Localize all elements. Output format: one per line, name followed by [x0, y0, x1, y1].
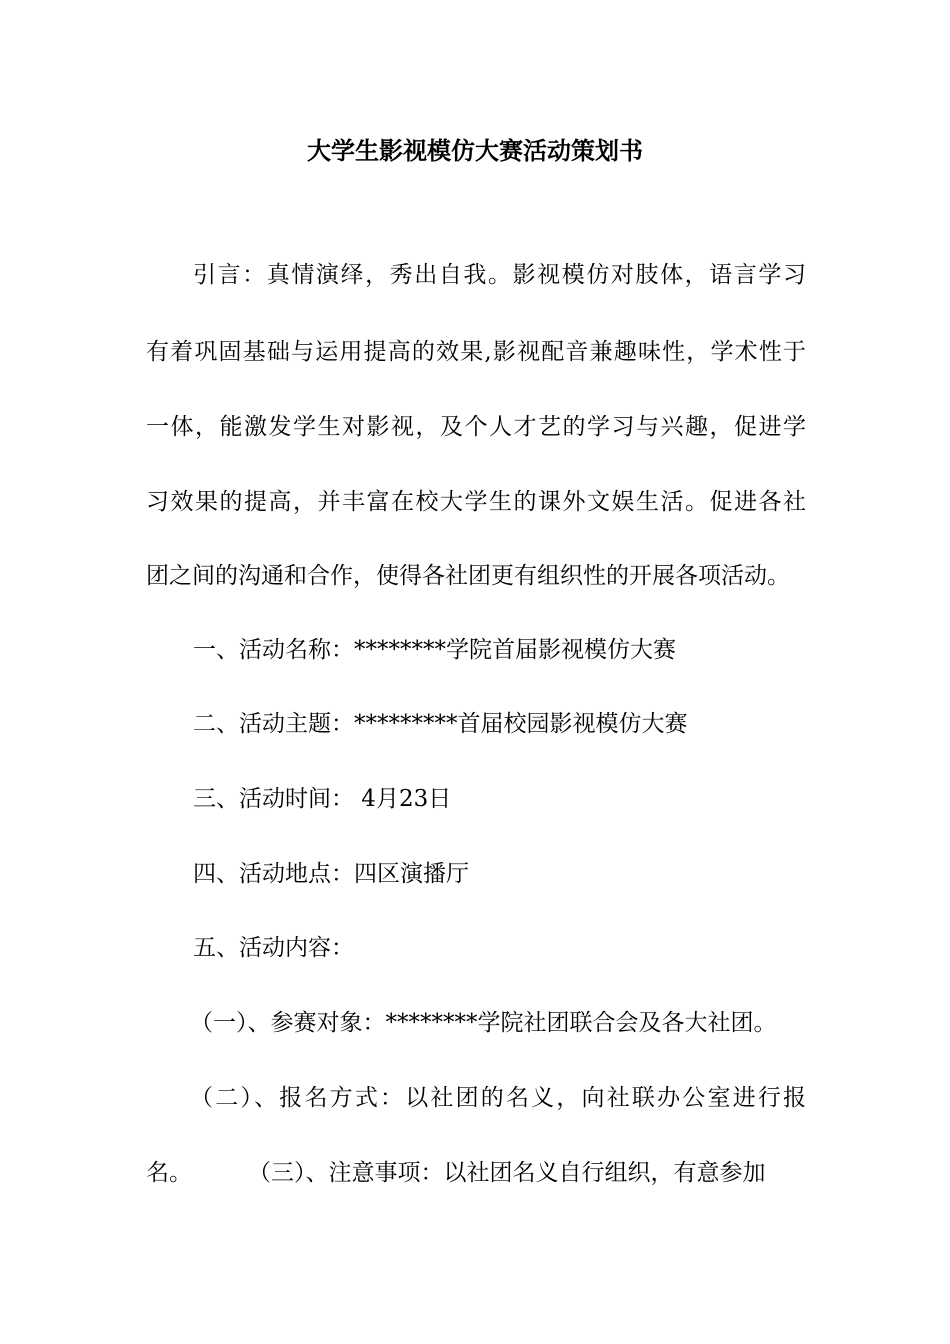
item-activity-name: 一、活动名称：********学院首届影视模仿大赛	[193, 637, 676, 663]
item-activity-location: 四、活动地点：四区演播厅	[193, 861, 469, 887]
item-activity-content: 五、活动内容：	[193, 935, 354, 961]
item-activity-theme: 二、活动主题：*********首届校园影视模仿大赛	[193, 711, 688, 737]
last-line-rest: （三）、注意事项：以社团名义自行组织，有意参加	[248, 1160, 766, 1186]
sub-item-participants: （一）、参赛对象：********学院社团联合会及各大社团。	[190, 1010, 777, 1036]
intro-line-2: 有着巩固基础与运用提高的效果,影视配音兼趣味性，学术性于	[146, 339, 806, 365]
last-line-start: 名。	[146, 1160, 192, 1186]
intro-line-1: 引言：真情演绎，秀出自我。影视模仿对肢体，语言学习	[193, 262, 806, 288]
intro-line-3: 一体，能激发学生对影视，及个人才艺的学习与兴趣，促进学	[146, 414, 806, 440]
sub-item-registration: （二）、报名方式：以社团的名义，向社联办公室进行报	[190, 1085, 806, 1111]
item-activity-time: 三、活动时间： 4月23日	[193, 786, 452, 812]
last-line	[146, 1155, 806, 1191]
intro-line-5: 团之间的沟通和合作，使得各社团更有组织性的开展各项活动。	[146, 563, 790, 589]
intro-line-4: 习效果的提高，并丰富在校大学生的课外文娱生活。促进各社	[146, 489, 806, 515]
document-title: 大学生影视模仿大赛活动策划书	[307, 137, 643, 165]
